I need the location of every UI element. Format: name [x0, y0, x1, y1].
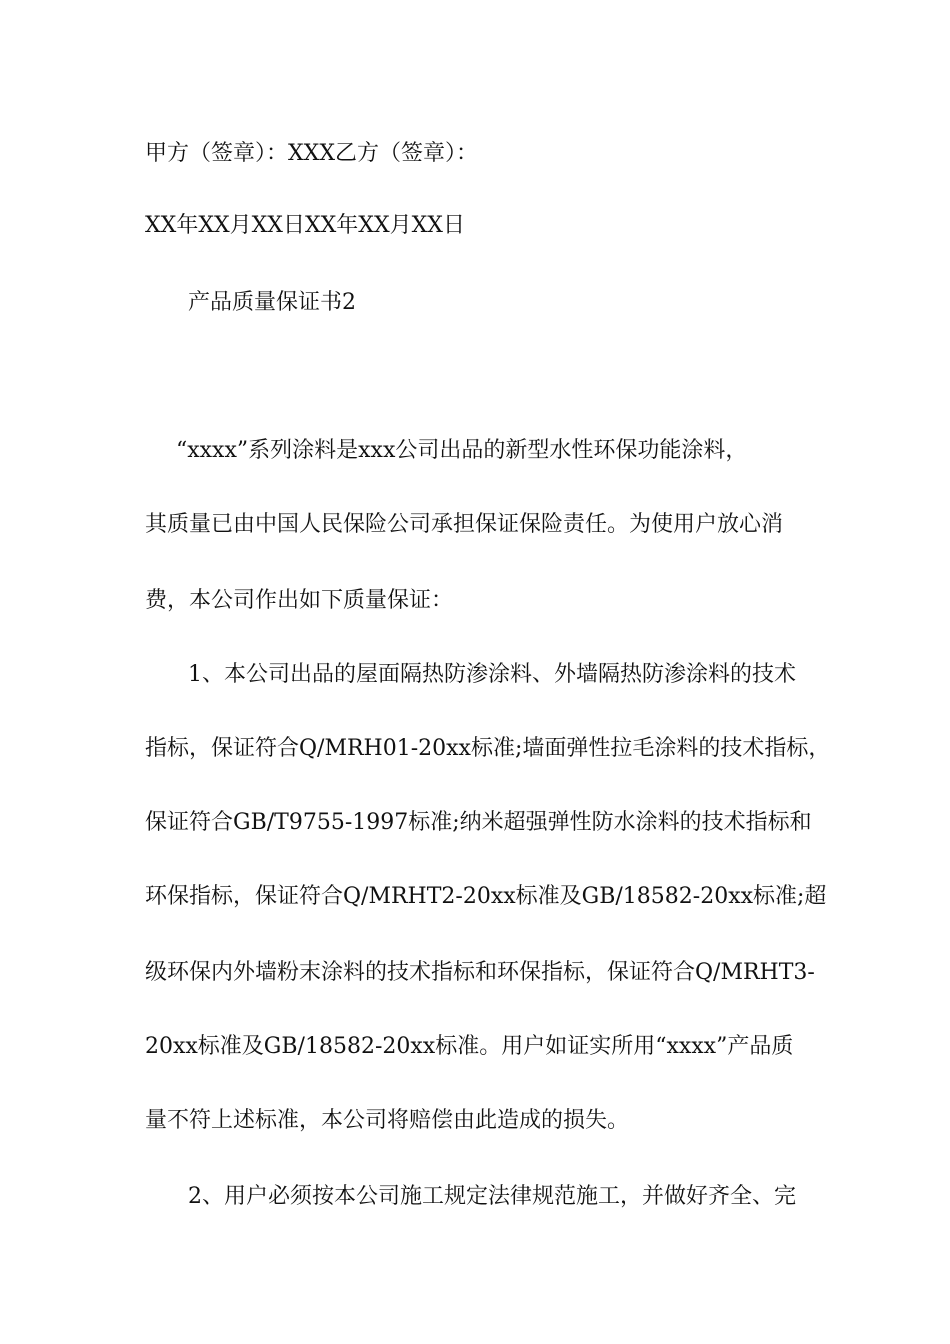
section-title: 产品质量保证书2 [188, 290, 356, 315]
paragraph-line: 级环保内外墙粉末涂料的技术指标和环保指标，保证符合Q/MRHT3- [145, 960, 815, 985]
date-line: XX年XX月XX日XX年XX月XX日 [145, 213, 465, 238]
paragraph-line: 环保指标，保证符合Q/MRHT2-20xx标准及GB/18582-20xx标准;超 [145, 884, 827, 909]
paragraph-line: 20xx标准及GB/18582-20xx标准。用户如证实所用“xxxx”产品质 [145, 1034, 794, 1059]
paragraph-line: 保证符合GB/T9755-1997标准;纳米超强弹性防水涂料的技术指标和 [145, 810, 812, 835]
paragraph-line: 2、用户必须按本公司施工规定法律规范施工，并做好齐全、完 [188, 1184, 796, 1209]
paragraph-line: 费，本公司作出如下质量保证： [145, 588, 454, 613]
paragraph-line: 1、本公司出品的屋面隔热防渗涂料、外墙隔热防渗涂料的技术 [188, 662, 796, 687]
paragraph-line: 指标，保证符合Q/MRH01-20xx标准;墙面弹性拉毛涂料的技术指标， [145, 736, 831, 761]
paragraph-line: 量不符上述标准，本公司将赔偿由此造成的损失。 [145, 1108, 630, 1133]
signature-line: 甲方（签章）：XXX乙方（签章）： [145, 141, 478, 166]
paragraph-line: “xxxx”系列涂料是xxx公司出品的新型水性环保功能涂料， [176, 438, 748, 463]
paragraph-line: 其质量已由中国人民保险公司承担保证保险责任。为使用户放心消 [145, 512, 784, 537]
